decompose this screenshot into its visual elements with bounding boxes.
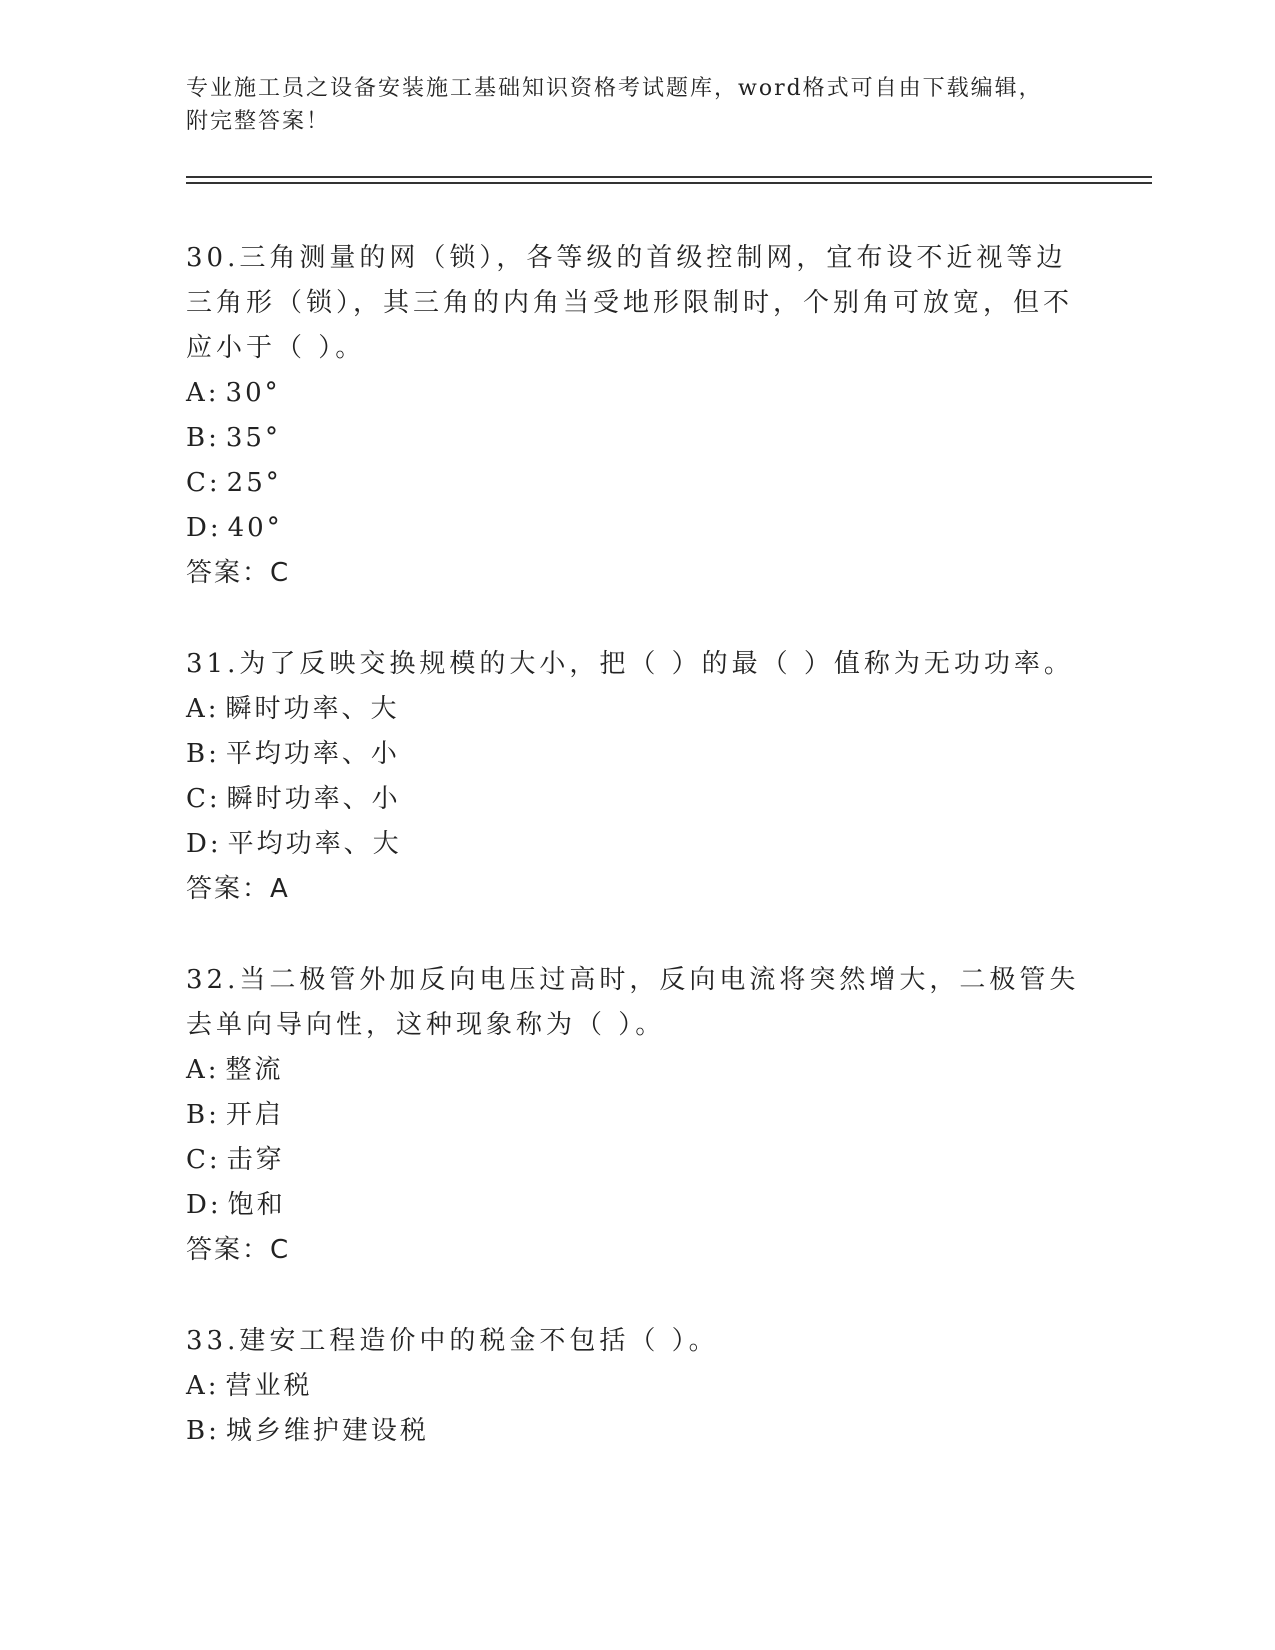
option-text: 35° xyxy=(225,423,281,453)
answer-line: 答案：A xyxy=(186,874,290,904)
option-text: 整流 xyxy=(225,1055,284,1085)
option-text: 25° xyxy=(226,468,282,498)
option-letter: C: xyxy=(186,468,221,498)
question-stem: 31.为了反映交换规模的大小，把（ ）的最（ ）值称为无功功率。 xyxy=(186,649,1074,679)
option-letter: A: xyxy=(186,378,220,408)
option-text: 击穿 xyxy=(226,1145,285,1175)
option-letter: B: xyxy=(186,1100,220,1130)
option-letter: B: xyxy=(186,423,220,453)
answer-line: 答案：C xyxy=(186,558,291,588)
option-text: 饱和 xyxy=(227,1190,286,1220)
option-letter: C: xyxy=(186,1145,221,1175)
option-text: 瞬时功率、大 xyxy=(225,694,400,724)
option-b xyxy=(186,416,1086,461)
option-letter: A: xyxy=(186,1055,220,1085)
option-a xyxy=(186,371,1086,416)
question-list xyxy=(186,236,1086,1500)
question-stem: 33.建安工程造价中的税金不包括（ ）。 xyxy=(186,1326,719,1356)
option-text: 30° xyxy=(225,378,281,408)
header-rule-bottom xyxy=(186,182,1152,184)
option-d xyxy=(186,822,1086,867)
question-30 xyxy=(186,236,1086,596)
question-32 xyxy=(186,958,1086,1273)
option-text: 开启 xyxy=(225,1100,284,1130)
option-text: 平均功率、小 xyxy=(225,739,400,769)
option-c xyxy=(186,1138,1086,1183)
option-text: 平均功率、大 xyxy=(227,829,402,859)
option-letter: B: xyxy=(186,1416,220,1446)
question-stem: 30.三角测量的网（锁），各等级的首级控制网，宜布设不近视等边三角形（锁），其三角的内角当受地形限制时，个别角可放宽，但不应小于（ ）。 xyxy=(186,243,1074,363)
option-letter: C: xyxy=(186,784,221,814)
option-d xyxy=(186,506,1086,551)
option-text: 营业税 xyxy=(225,1371,313,1401)
option-text: 城乡维护建设税 xyxy=(225,1416,429,1446)
option-letter: A: xyxy=(186,1371,220,1401)
document-header: 专业施工员之设备安装施工基础知识资格考试题库，word格式可自由下载编辑，附完整答案！ xyxy=(186,76,1043,134)
option-letter: B: xyxy=(186,739,220,769)
option-a xyxy=(186,687,1086,732)
option-c xyxy=(186,461,1086,506)
option-b xyxy=(186,1093,1086,1138)
option-a xyxy=(186,1048,1086,1093)
option-b xyxy=(186,1409,1086,1454)
option-letter: A: xyxy=(186,694,220,724)
question-stem: 32.当二极管外加反向电压过高时，反向电流将突然增大，二极管失去单向导向性，这种现象称为（ ）。 xyxy=(186,965,1080,1040)
option-b xyxy=(186,732,1086,777)
option-letter: D: xyxy=(186,829,222,859)
question-31 xyxy=(186,642,1086,912)
option-text: 40° xyxy=(227,513,283,543)
option-c xyxy=(186,777,1086,822)
option-letter: D: xyxy=(186,1190,222,1220)
answer-line: 答案：C xyxy=(186,1235,291,1265)
option-a xyxy=(186,1364,1086,1409)
header-rule-top xyxy=(186,176,1152,178)
option-d xyxy=(186,1183,1086,1228)
option-text: 瞬时功率、小 xyxy=(226,784,401,814)
option-letter: D: xyxy=(186,513,222,543)
question-33 xyxy=(186,1319,1086,1454)
